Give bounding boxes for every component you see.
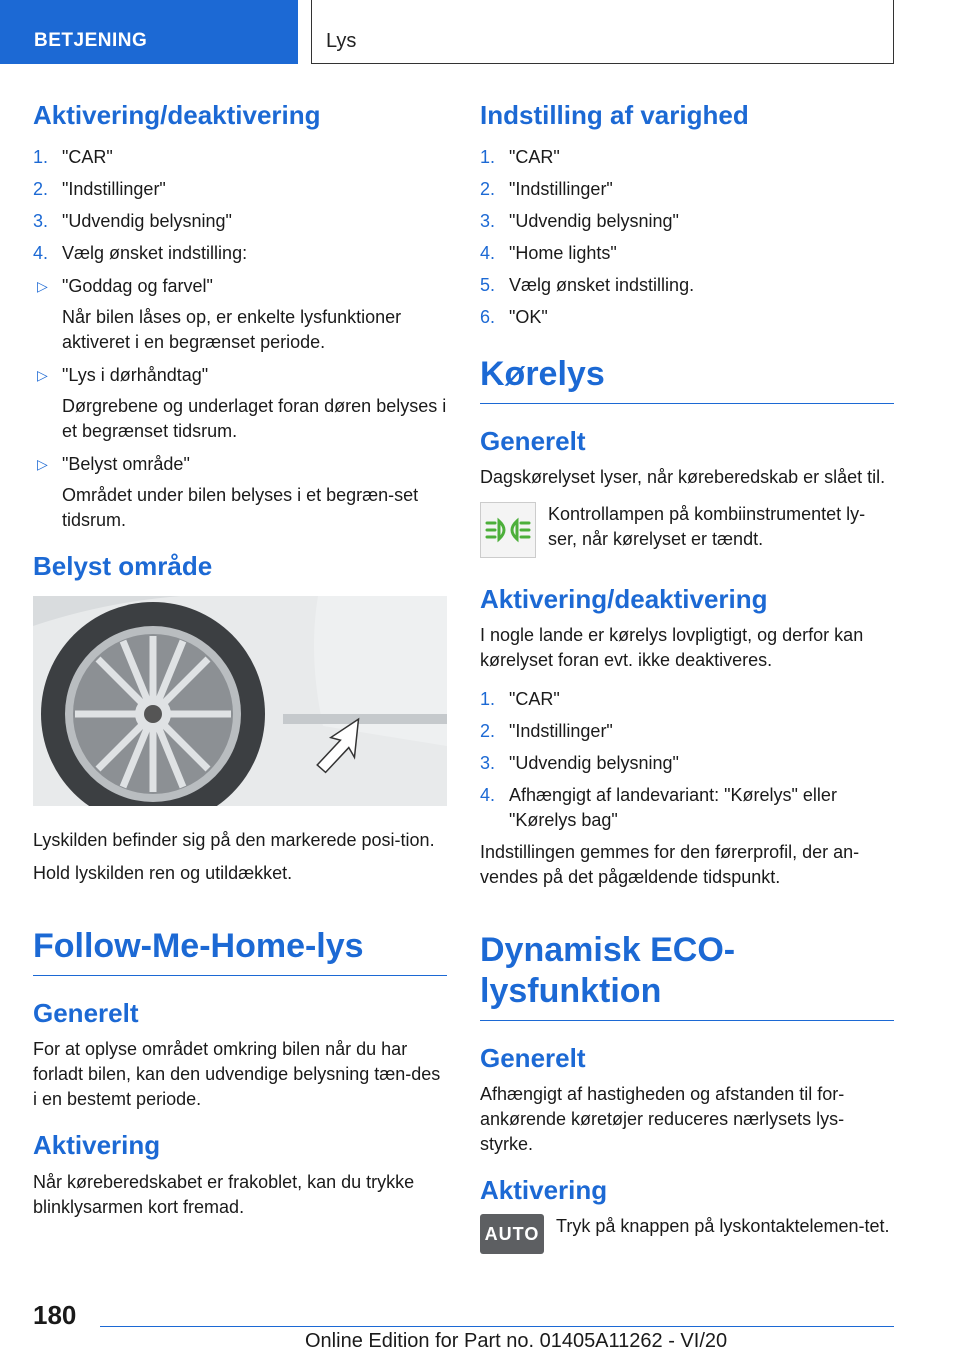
heading-aktivering: Aktivering bbox=[480, 1175, 608, 1206]
list-item: 1. "CAR" bbox=[480, 689, 560, 710]
list-item: ▷ "Lys i dørhåndtag" Dørgrebene og underlaget foran døren belyses i et begrænset tidsrum. bbox=[37, 365, 447, 442]
triangle-bullet-icon: ▷ bbox=[37, 278, 48, 295]
belyst-text-2: Hold lyskilden ren og utildækket. bbox=[33, 863, 293, 884]
heading-generelt: Generelt bbox=[480, 425, 586, 456]
heading-dynamisk-eco: Dynamisk ECO-lysfunktion bbox=[480, 930, 894, 1021]
daytime-running-light-icon bbox=[480, 502, 536, 558]
aktivering-text: Når køreberedskabet er frakoblet, kan du trykke blinklysarmen kort fremad. bbox=[33, 1171, 415, 1217]
chapter-label: Lys bbox=[326, 30, 357, 52]
list-item: 4. Vælg ønsket indstilling: ▷ "Goddag og farvel" Når bilen låses op, er enkelte lysfunktioner aktiveret i en begrænset periode. ▷ "Lys i dørhåndtag" Dørgrebene og underlaget foran døren belyses i et begrænset tidsrum. ▷ "Belyst område" Området under bilen belyses i et begræn‐set tidsrum. bbox=[33, 241, 447, 533]
list-item: 3. "Udvendig belysning" bbox=[480, 211, 679, 232]
list-item: 3. "Udvendig belysning" bbox=[33, 211, 232, 232]
section-label: BETJENING bbox=[34, 30, 148, 51]
heading-aktivering-deaktivering: Aktivering/deaktivering bbox=[480, 584, 768, 615]
list-item: 4. Afhængigt af landevariant: "Kørelys" eller "Kørelys bag" bbox=[480, 785, 837, 831]
page-number: 180 bbox=[33, 1300, 77, 1330]
generelt-text: For at oplyse området omkring bilen når du har forladt bilen, kan den udvendige belysning tæn‐des i en bestemt periode. bbox=[33, 1039, 441, 1110]
indicator-row bbox=[480, 502, 894, 558]
heading-generelt: Generelt bbox=[33, 998, 139, 1029]
steps-list bbox=[480, 687, 894, 833]
list-item: 2. "Indstillinger" bbox=[480, 721, 613, 742]
heading-korelys: Kørelys bbox=[480, 354, 894, 404]
wheel-illustration bbox=[33, 596, 447, 806]
list-item: 2. "Indstillinger" bbox=[480, 179, 613, 200]
generelt-text: Dagskørelyset lyser, når køreberedskab er slået til. bbox=[480, 467, 886, 488]
auto-row bbox=[480, 1214, 894, 1254]
footer-divider bbox=[100, 1326, 894, 1327]
triangle-bullet-icon: ▷ bbox=[37, 456, 48, 473]
section-tab bbox=[0, 0, 298, 64]
heading-follow-me-home: Follow-Me-Home-lys bbox=[33, 926, 447, 976]
left-column bbox=[33, 100, 447, 1220]
heading-belyst-omraade: Belyst område bbox=[33, 551, 213, 582]
list-item: 3. "Udvendig belysning" bbox=[480, 753, 679, 774]
right-column bbox=[480, 100, 894, 1254]
list-item: ▷ "Goddag og farvel" Når bilen låses op, er enkelte lysfunktioner aktiveret i en begrænset periode. bbox=[37, 276, 402, 353]
eco-aktivering-text: Tryk på knappen på lyskontaktelemen‐tet. bbox=[556, 1216, 890, 1237]
heading-aktivering-deaktivering: Aktivering/deaktivering bbox=[33, 100, 321, 130]
heading-indstilling-varighed: Indstilling af varighed bbox=[480, 100, 749, 130]
list-item: ▷ "Belyst område" Området under bilen belyses i et begræn‐set tidsrum. bbox=[37, 454, 419, 531]
steps-list bbox=[33, 145, 447, 533]
heading-generelt: Generelt bbox=[480, 1042, 586, 1073]
option-list bbox=[33, 274, 447, 533]
edition-footer: Online Edition for Part no. 01405A11262 - VI/20 bbox=[305, 1330, 728, 1352]
list-item: 6. "OK" bbox=[480, 307, 548, 328]
list-item: 2. "Indstillinger" bbox=[33, 179, 166, 200]
belyst-text-1: Lyskilden befinder sig på den markerede posi‐tion. bbox=[33, 830, 435, 851]
triangle-bullet-icon: ▷ bbox=[37, 367, 48, 384]
heading-aktivering: Aktivering bbox=[33, 1130, 161, 1161]
gemmes-text: Indstillingen gemmes for den førerprofil, der an‐vendes på det pågældende tidspunkt. bbox=[480, 842, 860, 888]
chapter-header bbox=[311, 0, 894, 64]
auto-button-icon: AUTO bbox=[480, 1214, 544, 1254]
eco-generelt-text: Afhængigt af hastigheden og afstanden til for‐ankørende køretøjer reduceres nærlysets lys‐styrke. bbox=[480, 1084, 845, 1155]
list-item: 4. "Home lights" bbox=[480, 243, 617, 264]
steps-list bbox=[480, 145, 894, 330]
akt-deakt-text: I nogle lande er kørelys lovpligtigt, og derfor kan kørelyset foran evt. ikke deaktiveres. bbox=[480, 625, 864, 671]
kontrollampe-text: Kontrollampen på kombiinstrumentet ly‐ser, når kørelyset er tændt. bbox=[548, 504, 866, 550]
list-item: 1. "CAR" bbox=[480, 147, 560, 168]
list-item: 5. Vælg ønsket indstilling. bbox=[480, 275, 695, 296]
list-item: 1. "CAR" bbox=[33, 147, 113, 168]
